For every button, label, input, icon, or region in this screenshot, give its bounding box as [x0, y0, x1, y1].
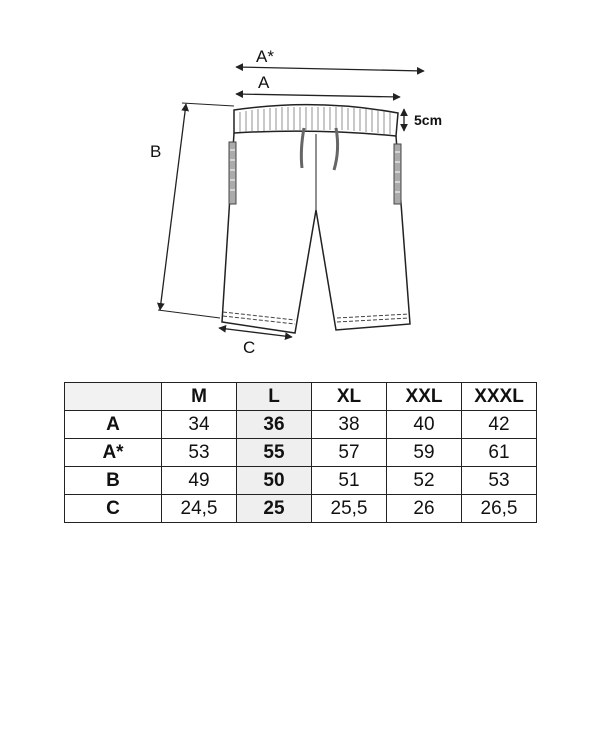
row-label: A* — [65, 439, 162, 467]
table-cell: 49 — [162, 467, 237, 495]
dimension-a-star — [236, 47, 424, 71]
table-cell: 38 — [312, 411, 387, 439]
size-header-xl: XL — [312, 383, 387, 411]
table-row — [65, 439, 537, 467]
row-label: A — [65, 411, 162, 439]
table-cell: 25,5 — [312, 495, 387, 523]
row-label: C — [65, 495, 162, 523]
table-cell: 59 — [387, 439, 462, 467]
size-header-l: L — [237, 383, 312, 411]
table-cell: 61 — [462, 439, 537, 467]
table-header-row — [65, 383, 537, 411]
table-row — [65, 495, 537, 523]
label-a-star: A* — [256, 47, 274, 66]
table-cell: 26 — [387, 495, 462, 523]
shorts-outline — [222, 105, 410, 333]
table-corner-cell — [65, 383, 162, 411]
table-cell: 53 — [162, 439, 237, 467]
table-cell: 34 — [162, 411, 237, 439]
label-b: B — [150, 142, 162, 161]
dimension-c — [219, 328, 292, 357]
table-cell: 51 — [312, 467, 387, 495]
table-cell: 50 — [237, 467, 312, 495]
table-cell: 36 — [237, 411, 312, 439]
table-cell: 40 — [387, 411, 462, 439]
table-cell: 53 — [462, 467, 537, 495]
shorts-diagram — [0, 0, 615, 370]
label-c: C — [243, 338, 256, 357]
dimension-b — [150, 103, 234, 318]
table-cell: 57 — [312, 439, 387, 467]
table-cell: 42 — [462, 411, 537, 439]
row-label: B — [65, 467, 162, 495]
size-header-m: M — [162, 383, 237, 411]
label-a: A — [258, 73, 270, 92]
table-cell: 25 — [237, 495, 312, 523]
size-header-xxl: XXL — [387, 383, 462, 411]
label-waistband: 5cm — [414, 112, 443, 128]
size-header-xxxl: XXXL — [462, 383, 537, 411]
table-row — [65, 467, 537, 495]
table-cell: 52 — [387, 467, 462, 495]
table-cell: 55 — [237, 439, 312, 467]
dimension-a — [236, 73, 400, 97]
table-cell: 24,5 — [162, 495, 237, 523]
size-table — [64, 382, 537, 523]
table-row — [65, 411, 537, 439]
table-cell: 26,5 — [462, 495, 537, 523]
dimension-waistband — [404, 109, 442, 131]
